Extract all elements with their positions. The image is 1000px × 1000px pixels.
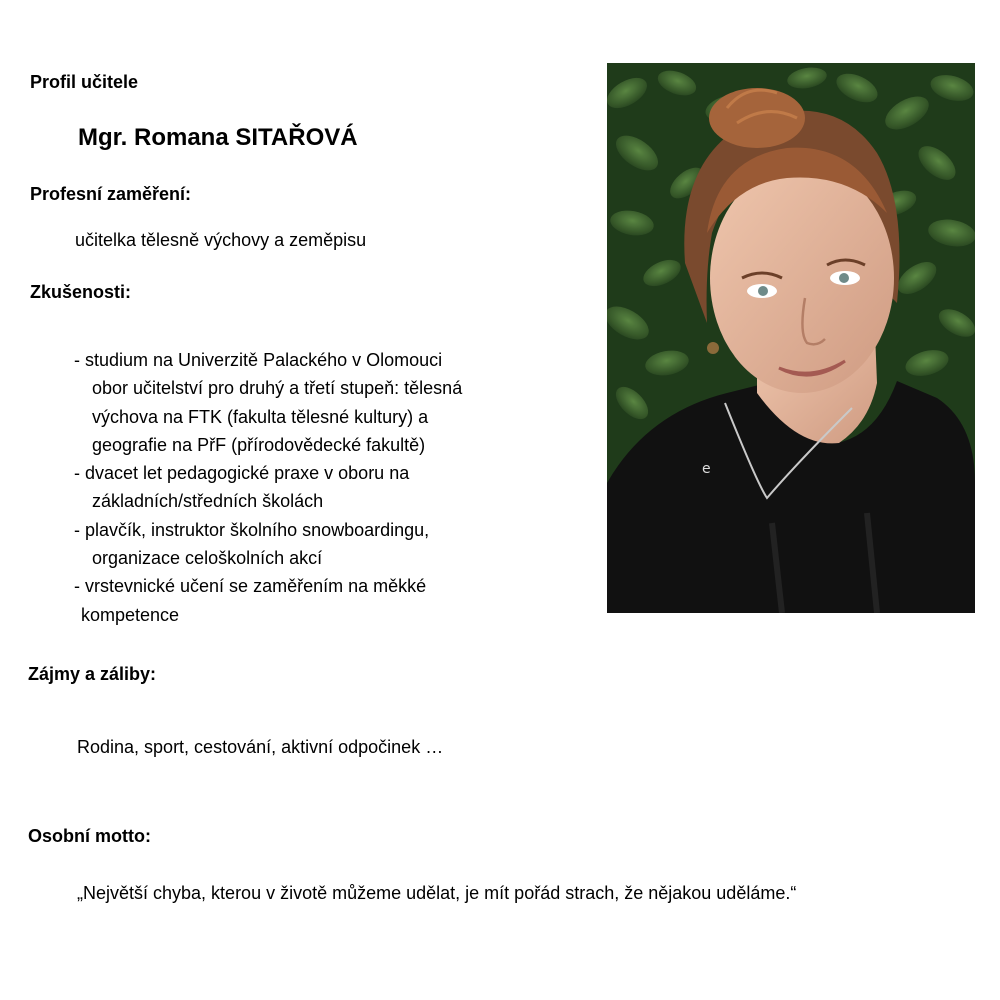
experience-label: Zkušenosti: <box>30 282 132 302</box>
motto-label: Osobní motto: <box>28 826 151 846</box>
motto-text: „Největší chyba, kterou v životě můžeme udělat, je mít pořád strach, že nějakou uděláme.“ <box>77 883 797 903</box>
focus-label: Profesní zaměření: <box>30 184 192 204</box>
svg-text:e: e <box>702 461 711 477</box>
experience-line: obor učitelství pro druhý a třetí stupeň: tělesná <box>92 378 463 399</box>
profile-heading: Profil učitele <box>30 72 139 92</box>
teacher-name: Mgr. Romana SITAŘOVÁ <box>78 124 358 151</box>
experience-line: - studium na Univerzitě Palackého v Olomouci <box>74 350 443 370</box>
experience-line: kompetence <box>81 604 180 625</box>
hobbies-label: Zájmy a záliby: <box>28 664 157 684</box>
hobbies-text: Rodina, sport, cestování, aktivní odpočinek … <box>77 737 444 757</box>
experience-line: výchova na FTK (fakulta tělesné kultury) a <box>92 406 429 427</box>
experience-list <box>74 346 462 629</box>
experience-line: geografie na PřF (přírodovědecké fakultě) <box>92 434 426 455</box>
experience-line: - vrstevnické učení se zaměřením na měkké <box>74 576 427 597</box>
focus-text: učitelka tělesně výchovy a zeměpisu <box>75 230 367 250</box>
experience-line: - dvacet let pedagogické praxe v oboru na <box>74 463 410 484</box>
experience-line: - plavčík, instruktor školního snowboardingu, <box>74 519 430 540</box>
experience-line: základních/středních školách <box>92 491 324 512</box>
experience-line: organizace celoškolních akcí <box>92 548 323 569</box>
teacher-portrait-photo <box>607 63 975 613</box>
